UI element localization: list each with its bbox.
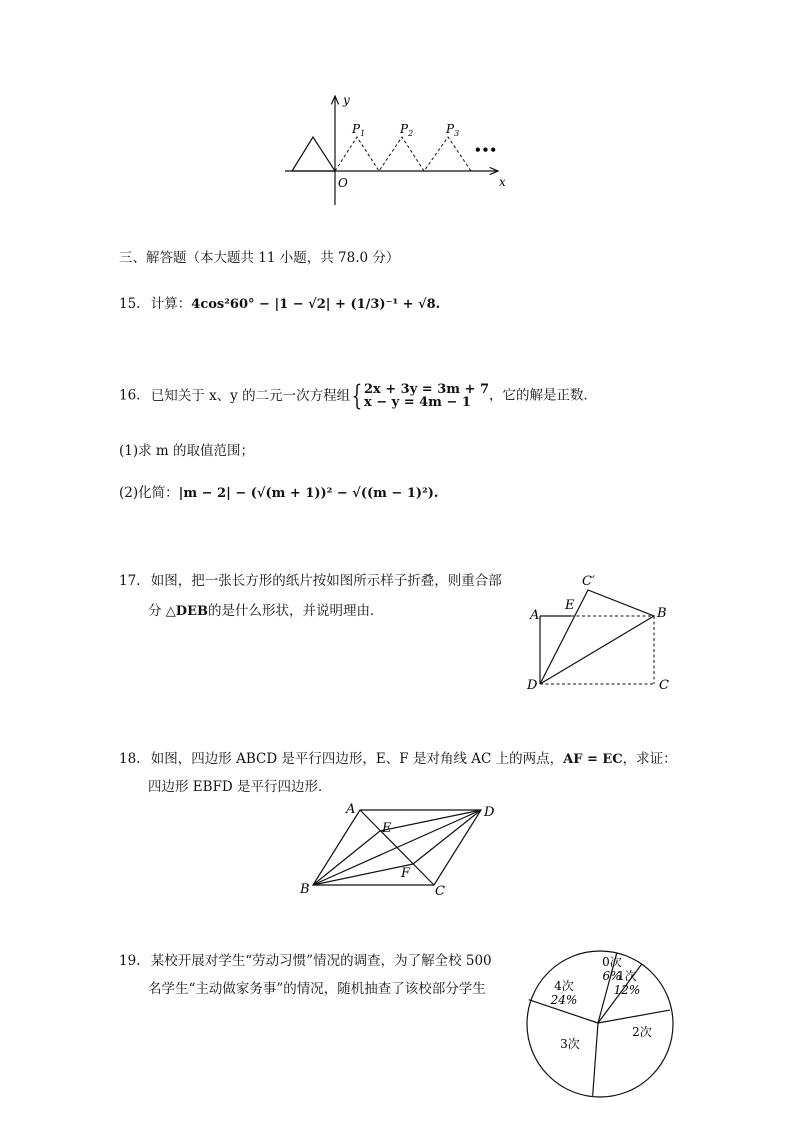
question-16 — [119, 379, 598, 412]
q17-triangle: △DEB — [165, 604, 208, 619]
q18-line1-b: ，求证： — [622, 751, 677, 767]
system-brace: { — [351, 379, 363, 412]
pie-slice-label: 4次 — [554, 979, 574, 993]
q18-equation: AF = EC — [563, 752, 623, 767]
q16-suffix: ，它的解是正数． — [489, 387, 598, 404]
dashed-triangles — [335, 137, 471, 171]
q17-number: 17. — [119, 573, 141, 589]
q15-number: 15. — [119, 296, 141, 312]
q18-label-d: D — [484, 805, 495, 820]
q17-label-d: D — [527, 678, 538, 693]
q16-number: 16. — [119, 387, 141, 404]
q18-label-c: C — [435, 884, 445, 898]
q19-number: 19. — [119, 953, 141, 969]
x-label: x — [499, 175, 506, 189]
q16-part2-expression: |m − 2| − (√(m + 1))² − √((m − 1)²). — [178, 486, 439, 501]
pie-slice-value: 24% — [550, 993, 578, 1007]
q18-line1-a: 如图，四边形 ABCD 是平行四边形，E、F 是对角线 AC 上的两点， — [150, 751, 564, 767]
q15-prefix: 计算： — [150, 296, 192, 312]
question-19 — [119, 952, 492, 970]
q18-line2: 四边形 EBFD 是平行四边形． — [148, 779, 332, 795]
pie-slice-label: 2次 — [632, 1025, 652, 1039]
q19-line2: 名学生“主动做家务事”的情况，随机抽查了该校部分学生 — [148, 981, 486, 997]
p1-label: $P_1$ — [352, 122, 366, 138]
q17-line1: 如图，把一张长方形的纸片按如图所示样子折叠，则重合部 — [150, 573, 502, 589]
p2-label: $P_2$ — [400, 122, 414, 138]
pie-slice-label: 0次 — [602, 955, 622, 969]
equation-system — [364, 383, 489, 409]
figure-axes-triangles — [280, 88, 510, 208]
pie-outline — [527, 951, 673, 1097]
q17-label-a: A — [530, 608, 540, 623]
q18-number: 18. — [119, 751, 141, 767]
q17-line2-a: 分 — [148, 603, 166, 619]
q16-eq1: 2x + 3y = 3m + 7 — [363, 382, 490, 397]
y-label: y — [343, 93, 350, 107]
origin-label: O — [338, 176, 348, 190]
pie-slice-label: 3次 — [560, 1037, 580, 1051]
solid-triangle — [292, 137, 335, 171]
q15-expression: 4cos²60° − |1 − √2| + (1/3)⁻¹ + √8. — [191, 297, 441, 312]
q17-label-c-prime: C′ — [582, 574, 595, 589]
q17-line2 — [148, 602, 383, 621]
q17-label-b: B — [657, 606, 667, 621]
q17-label-c: C — [659, 678, 669, 693]
q19-line1: 某校开展对学生“劳动习惯”情况的调查，为了解全校 500 — [150, 953, 492, 969]
p3-label: $P_3$ — [446, 122, 460, 138]
question-15 — [119, 295, 440, 314]
q18-label-b: B — [300, 882, 310, 897]
figure-parallelogram — [295, 798, 505, 898]
pie-slice-boundary — [593, 1023, 598, 1096]
question-17 — [119, 572, 502, 590]
q16-part2-prefix: (2)化简： — [119, 485, 179, 501]
figure-folded-rectangle — [520, 568, 680, 698]
q16-prefix: 已知关于 x、y 的二元一次方程组 — [150, 387, 351, 404]
pie-slice-value: 12% — [613, 983, 641, 997]
q18-label-e: E — [382, 821, 392, 836]
q16-eq2: x − y = 4m − 1 — [363, 395, 471, 410]
pie-slice-label: 1次 — [617, 969, 637, 983]
q16-part2 — [119, 484, 438, 503]
question-18 — [119, 750, 677, 769]
pie-slice-boundary — [598, 1010, 670, 1023]
section-title: 三、解答题（本大题共 11 小题，共 78.0 分） — [119, 250, 400, 266]
q18-label-f: F — [401, 866, 411, 881]
q16-part1: (1)求 m 的取值范围； — [119, 443, 255, 459]
ellipsis-dots: ••• — [474, 143, 498, 157]
pie-slice-value: 6% — [602, 969, 622, 983]
q17-line2-b: 的是什么形状，并说明理由． — [207, 603, 384, 619]
q17-label-e: E — [565, 598, 575, 613]
pie-chart — [520, 944, 680, 1104]
q18-label-a: A — [346, 802, 356, 817]
